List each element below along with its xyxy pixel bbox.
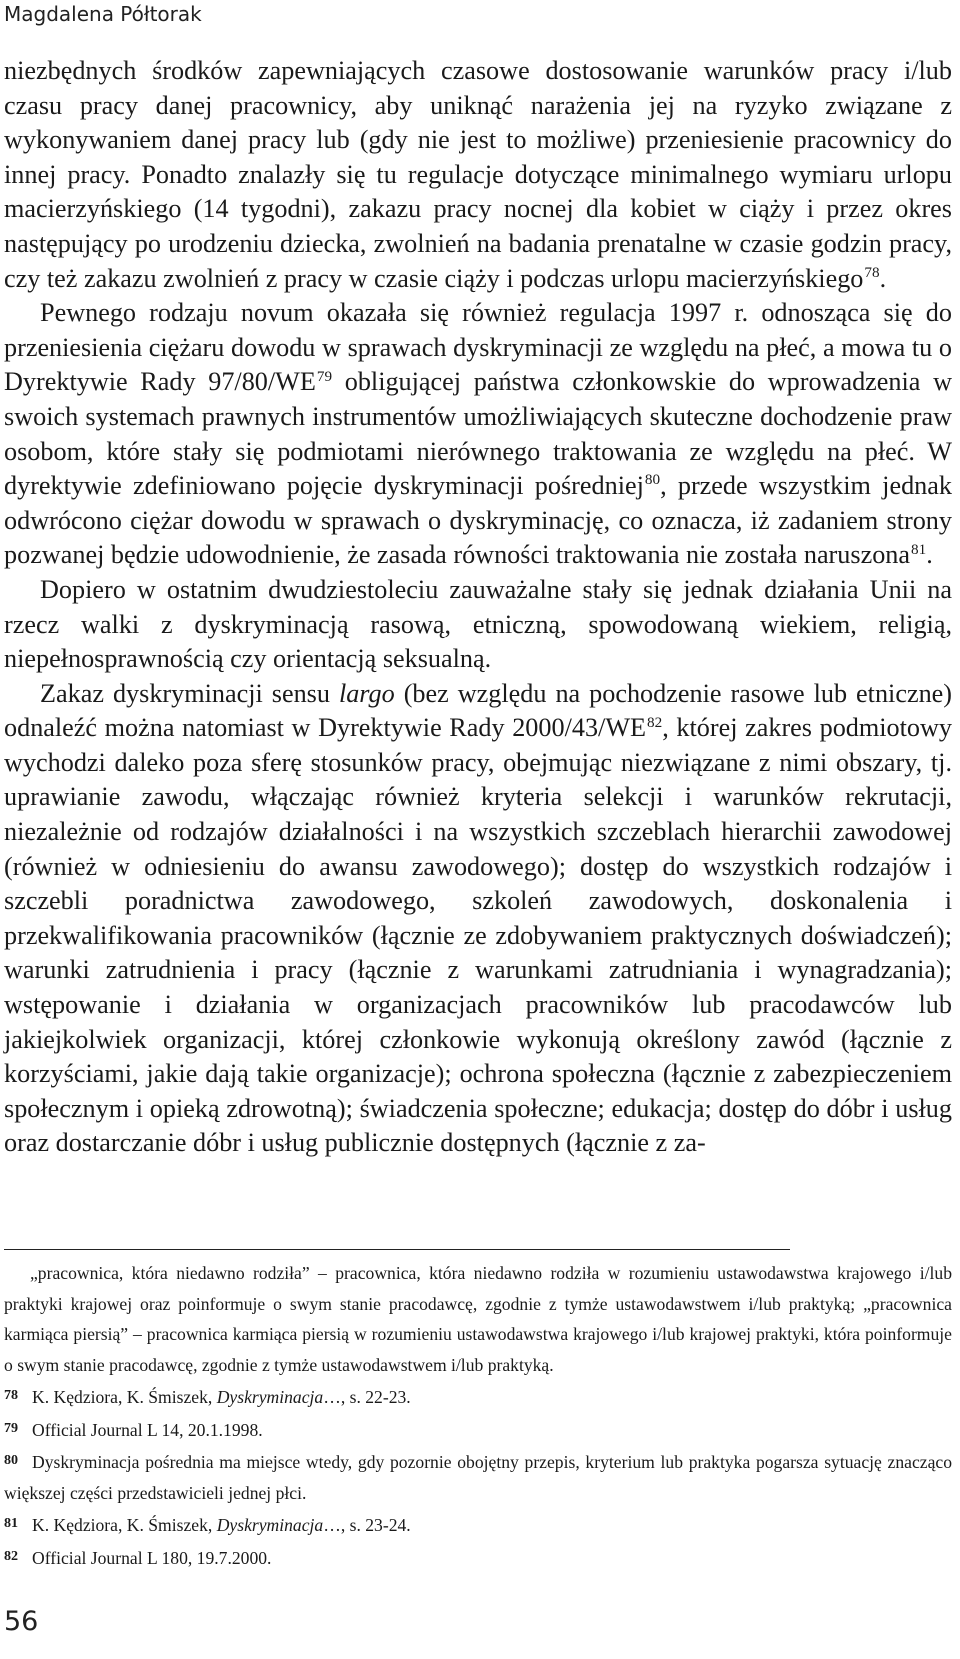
footnote-text: Official Journal L 180, 19.7.2000.	[32, 1547, 272, 1568]
footnote-text-end: …, s. 23-24.	[323, 1515, 411, 1535]
footnote-78	[4, 1380, 952, 1413]
footnote-number: 82	[4, 1547, 19, 1564]
paragraph-4-text-c: , której zakres podmiotowy wychodzi daleko poza sferę stosunków pracy, obejmując niezwiązane z nimi obszary, tj. uprawianie zawodu, włączając również kryteria selekcji i warunków rekrutacji, niezależnie od rodzajów działalności i na wszystkich szczeblach hierarchii zawodowej (również w odniesieniu do awansu zawodowego); dostęp do wszystkich rodzajów i szczebli poradnictwa zawodowego, szkoleń zawodowych, doskonalenia i przekwalifikowania pracowników (łącznie ze zdobywaniem praktycznych doświadczeń); warunki zatrudnienia i pracy (łącznie z warunkami zatrudniania i wynagradzania); wstępowanie i działania w organizacjach pracowników lub pracodawców lub jakiejkolwiek organizacji, której członkowie wykonują określony zawód (łącznie z korzyściami, jakie dają takie organizacje); ochrona społeczna (łącznie z zabezpieczeniem społecznym i opieką zdrowotną); świadczenia społeczne; edukacja; dostęp do dóbr i usług oraz dostarczanie dóbr i usług publicznie dostępnych (łącznie z za-	[4, 713, 952, 1158]
footnote-italic-title: Dyskryminacja	[216, 1387, 324, 1407]
paragraph-4	[4, 677, 952, 1161]
paragraph-2-text-a: Pewnego rodzaju novum okazała się również regulacja 1997 r. odnosząca się do przeniesienia ciężaru dowodu w sprawach dyskryminacji ze względu na płeć, a mowa tu o Dyrektywie Rady 97/80/WE	[4, 298, 952, 397]
paragraph-4-text-b: (bez względu na pochodzenie rasowe lub etniczne) odnaleźć można natomiast w Dyrektywie Rady 2000/43/WE	[4, 678, 953, 743]
footnote-ref-81[interactable]: 81	[911, 540, 927, 558]
page-number: 56	[4, 1606, 39, 1637]
footnote-text: K. Kędziora, K. Śmiszek,	[32, 1387, 217, 1407]
footnote-separator	[4, 1249, 790, 1250]
footnote-number: 81	[4, 1515, 19, 1531]
paragraph-2	[4, 296, 952, 573]
footnote-text: Dyskryminacja pośrednia ma miejsce wtedy, gdy pozornie obojętny przepis, kryterium lub praktyka pogarsza sytuację znacząco większej części przedstawicieli jednej płci.	[4, 1452, 952, 1503]
paragraph-2-text-b: obligującej państwa członkowskie do wprowadzenia w swoich systemach prawnych instrumentów umożliwiających skuteczne dochodzenie praw osobom, które stały się podmiotami nierównego traktowania ze względu na płeć. W dyrektywie zdefiniowano pojęcie dyskryminacji pośredniej	[4, 367, 952, 501]
footnote-81	[4, 1508, 952, 1541]
footnote-number: 80	[4, 1452, 19, 1468]
footnote-number: 78	[4, 1387, 19, 1403]
footnote-79	[4, 1413, 952, 1446]
footnote-80	[4, 1445, 952, 1508]
paragraph-1-end: .	[879, 263, 887, 293]
footnotes	[4, 1258, 952, 1573]
paragraph-1-text: niezbędnych środków zapewniających czasowe dostosowanie warunków pracy i/lub czasu pracy danej pracownicy, aby uniknąć narażenia jej na ryzyko związane z wykonywaniem danej pracy lub (gdy nie jest to możliwe) przeniesienie pracownicy do innej pracy. Ponadto znalazły się tu regulacje dotyczące minimalnego wymiaru urlopu macierzyńskiego (14 tygodni), zakazu pracy nocnej dla kobiet w ciąży i przez okres następujący po urodzeniu dziecka, zwolnień na badania prenatalne w czasie godzin pracy, czy też zakazu zwolnień z pracy w czasie ciąży i podczas urlopu macierzyńskiego	[4, 56, 952, 293]
main-body	[4, 54, 952, 1161]
paragraph-2-end: .	[926, 540, 933, 570]
footnote-ref-78[interactable]: 78	[864, 263, 880, 281]
footnote-ref-80[interactable]: 80	[644, 471, 661, 489]
paragraph-4-italic-term: largo	[338, 678, 395, 708]
paragraph-4-text-a: Zakaz dyskryminacji sensu	[40, 678, 339, 708]
footnote-continuation: „pracownica, która niedawno rodziła” – pracownica, która niedawno rodziła w rozumieniu ustawodawstwa krajowego i/lub praktyki krajowej oraz poinformuje o swym stanie pracodawcę, zgodnie z tymże ustawodawstwem i/lub praktyką; „pracownica karmiąca piersią” – pracownica karmiąca piersią w rozumieniu ustawodawstwa krajowego i/lub krajowej praktyki, która poinformuje o swym stanie pracodawcę, zgodnie z tymże ustawodawstwem i/lub praktyką.	[4, 1263, 952, 1375]
footnote-text-end: …, s. 22-23.	[323, 1387, 411, 1407]
footnote-text: Official Journal L 14, 20.1.1998.	[32, 1419, 263, 1440]
paragraph-1	[4, 54, 952, 296]
footnote-ref-82[interactable]: 82	[647, 713, 663, 731]
paragraph-2-text-c: , przede wszystkim jednak odwrócono ciężar dowodu w sprawach o dyskryminację, co oznacza, iż zadaniem strony pozwanej będzie udowodnienie, że zasada równości traktowania nie została naruszona	[4, 471, 952, 570]
footnote-number: 79	[4, 1419, 19, 1436]
paragraph-3: Dopiero w ostatnim dwudziestoleciu zauważalne stały się jednak działania Unii na rzecz walki z dyskryminacją rasową, etniczną, spowodowaną wiekiem, religią, niepełnosprawnością czy orientacją seksualną.	[4, 574, 952, 674]
footnote-text: K. Kędziora, K. Śmiszek,	[32, 1515, 217, 1535]
footnote-italic-title: Dyskryminacja	[216, 1515, 324, 1535]
running-header-author: Magdalena Półtorak	[4, 2, 202, 26]
footnote-ref-79[interactable]: 79	[316, 367, 333, 385]
footnote-82	[4, 1541, 952, 1574]
